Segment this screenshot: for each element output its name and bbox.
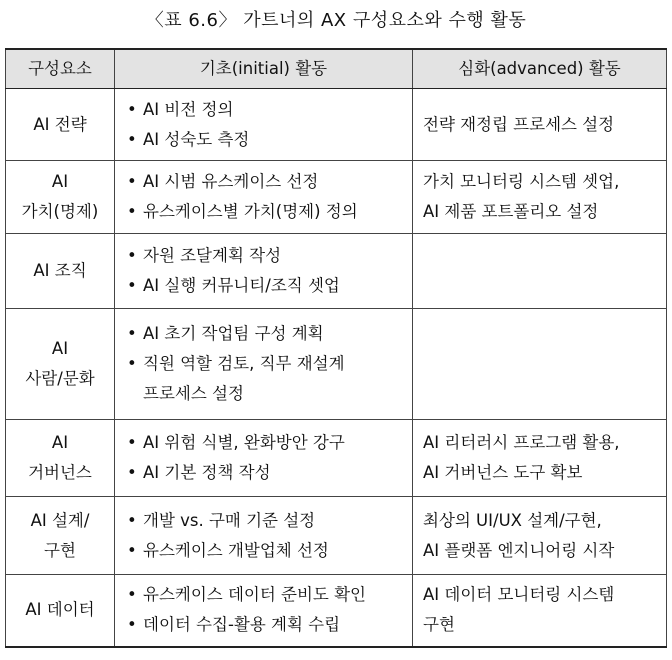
basic-activity-cell xyxy=(115,309,413,420)
component-cell xyxy=(6,89,115,161)
basic-activity-cell xyxy=(115,420,413,497)
header-basic-activity: 기초(initial) 활동 xyxy=(115,49,413,89)
basic-activity-item: • 데이터 수집-활용 계획 수립 xyxy=(125,610,402,640)
component-label: AI xyxy=(51,339,69,358)
component-cell xyxy=(6,309,115,420)
table-row xyxy=(6,497,667,575)
table-caption: 〈표 6.6〉 가트너의 AX 구성요소와 수행 활동 xyxy=(145,10,527,31)
table-row xyxy=(6,234,667,309)
component-label: 사람/문화 xyxy=(25,369,95,388)
basic-activity-item: • 자원 조달계획 작성 xyxy=(125,241,402,271)
component-label: AI xyxy=(51,172,69,191)
advanced-activity-text: AI 제품 포트폴리오 설정 xyxy=(423,202,599,221)
basic-activity-item: • AI 초기 작업팀 구성 계획 xyxy=(125,319,402,349)
advanced-activity-cell-empty xyxy=(413,309,667,420)
advanced-activity-cell xyxy=(413,575,667,647)
component-label: AI 데이터 xyxy=(25,600,95,620)
basic-activity-item: • 유스케이스 개발업체 선정 xyxy=(125,536,402,566)
table-header-row xyxy=(6,49,667,89)
advanced-activity-text: AI 리터러시 프로그램 활용, xyxy=(423,433,620,452)
component-label: AI 전략 xyxy=(33,114,87,134)
advanced-activity-text: AI 거버넌스 도구 확보 xyxy=(423,463,583,482)
advanced-activity-cell-empty xyxy=(413,234,667,309)
basic-activity-item: • 유스케이스별 가치(명제) 정의 xyxy=(125,197,402,227)
component-label: AI 설계/ xyxy=(30,510,90,530)
basic-activity-cell xyxy=(115,89,413,161)
table-row xyxy=(6,89,667,161)
basic-activity-item: • AI 시범 유스케이스 선정 xyxy=(125,167,402,197)
basic-activity-item: • AI 성숙도 측정 xyxy=(125,125,402,155)
basic-activity-cell xyxy=(115,575,413,647)
advanced-activity-text: 가치 모니터링 시스템 셋업, xyxy=(423,172,620,191)
basic-activity-cell xyxy=(115,161,413,234)
component-cell xyxy=(6,575,115,647)
table-row xyxy=(6,309,667,420)
table-row xyxy=(6,161,667,234)
table-row xyxy=(6,575,667,647)
basic-activity-item: • 직원 역할 검토, 직무 재설계 프로세스 설정 xyxy=(125,349,402,409)
basic-activity-item: • AI 위험 식별, 완화방안 강구 xyxy=(125,428,402,458)
component-label: 거버넌스 xyxy=(28,463,92,482)
ax-components-table xyxy=(5,48,667,648)
advanced-activity-cell xyxy=(413,420,667,497)
advanced-activity-text: AI 플랫폼 엔지니어링 시작 xyxy=(423,540,615,560)
header-advanced-activity: 심화(advanced) 활동 xyxy=(413,49,667,89)
advanced-activity-text: AI 데이터 모니터링 시스템 xyxy=(423,585,615,605)
basic-activity-item: • 유스케이스 데이터 준비도 확인 xyxy=(125,580,402,610)
basic-activity-cell xyxy=(115,497,413,575)
advanced-activity-cell xyxy=(413,89,667,161)
basic-activity-item: • AI 기본 정책 작성 xyxy=(125,458,402,488)
advanced-activity-text: 구현 xyxy=(423,615,455,635)
component-label: AI 조직 xyxy=(33,261,87,280)
advanced-activity-cell xyxy=(413,161,667,234)
header-component: 구성요소 xyxy=(6,49,115,89)
advanced-activity-text: 전략 재정립 프로세스 설정 xyxy=(423,114,615,134)
advanced-activity-text: 최상의 UI/UX 설계/구현, xyxy=(423,510,602,530)
basic-activity-item: • 개발 vs. 구매 기준 설정 xyxy=(125,506,402,536)
component-label: 가치(명제) xyxy=(21,202,99,221)
component-cell xyxy=(6,161,115,234)
basic-activity-cell xyxy=(115,234,413,309)
component-cell xyxy=(6,497,115,575)
advanced-activity-cell xyxy=(413,497,667,575)
table-row xyxy=(6,420,667,497)
basic-activity-item: • AI 비전 정의 xyxy=(125,95,402,125)
basic-activity-item: • AI 실행 커뮤니티/조직 셋업 xyxy=(125,271,402,301)
component-cell xyxy=(6,420,115,497)
component-cell xyxy=(6,234,115,309)
component-label: AI xyxy=(51,433,69,452)
component-label: 구현 xyxy=(44,540,76,560)
